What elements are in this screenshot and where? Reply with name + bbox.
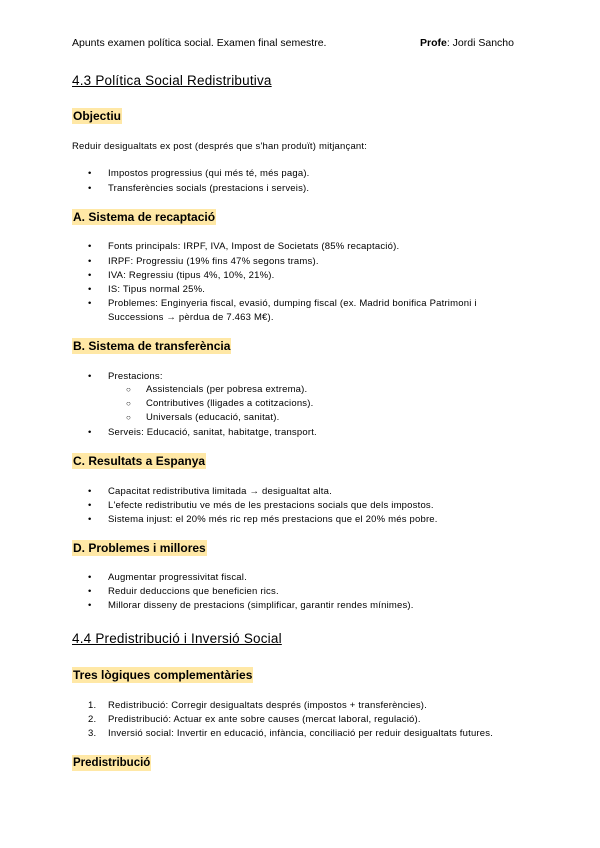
- heading-predistribucio: Predistribució: [73, 757, 151, 769]
- numbered-item: 3. Inversió social: Invertir en educació, infància, conciliació per reduir desigualtats futures.: [88, 728, 494, 739]
- list-item: • IS: Tipus normal 25%.: [88, 284, 206, 295]
- teacher-label: Profe: [420, 37, 447, 49]
- list-item: • IVA: Regressiu (tipus 4%, 10%, 21%).: [88, 270, 275, 281]
- numbered-item: 2. Predistribució: Actuar ex ante sobre causes (mercat laboral, regulació).: [88, 714, 421, 725]
- sub-list-item: ○ Assistencials (per pobresa extrema).: [126, 384, 308, 395]
- document-header-teacher: [420, 37, 514, 49]
- list-item: • Augmentar progressivitat fiscal.: [88, 572, 247, 583]
- section-title-4-3: 4.3 Política Social Redistributiva: [72, 73, 272, 88]
- list-item-continuation: Successions → pèrdua de 7.463 M€).: [108, 312, 274, 323]
- numbered-item: 1. Redistribució: Corregir desigualtats després (impostos + transferències).: [88, 700, 427, 711]
- objectiu-intro: Reduir desigualtats ex post (després que s'han produït) mitjançant:: [72, 141, 368, 152]
- list-item: • Reduir deduccions que beneficien rics.: [88, 586, 279, 597]
- heading-resultats-espanya: C. Resultats a Espanya: [73, 454, 206, 468]
- heading-tres-logiques: Tres lògiques complementàries: [73, 668, 253, 682]
- list-item: • Millorar disseny de prestacions (simplificar, garantir rendes mínimes).: [88, 600, 414, 611]
- heading-problemes-millores: D. Problemes i millores: [73, 541, 206, 555]
- heading-sistema-transferencia: B. Sistema de transferència: [73, 339, 231, 353]
- sub-list-item: ○ Universals (educació, sanitat).: [126, 412, 280, 423]
- teacher-name: : Jordi Sancho: [446, 37, 514, 49]
- list-item: • Problemes: Enginyeria fiscal, evasió, dumping fiscal (ex. Madrid bonifica Patrimoni i: [88, 298, 477, 309]
- list-item: • Serveis: Educació, sanitat, habitatge, transport.: [88, 427, 317, 438]
- document-header-title: Apunts examen política social. Examen final semestre.: [72, 37, 327, 49]
- section-title-4-4: 4.4 Predistribució i Inversió Social: [72, 631, 282, 646]
- heading-sistema-recaptacio: A. Sistema de recaptació: [73, 210, 216, 224]
- list-item: • L'efecte redistributiu ve més de les prestacions socials que dels impostos.: [88, 500, 434, 511]
- list-item: • Capacitat redistributiva limitada → desigualtat alta.: [88, 486, 332, 497]
- list-item: • Fonts principals: IRPF, IVA, Impost de Societats (85% recaptació).: [88, 241, 400, 252]
- list-item: • Impostos progressius (qui més té, més paga).: [88, 168, 310, 179]
- list-item: • Sistema injust: el 20% més ric rep més prestacions que el 20% més pobre.: [88, 514, 438, 525]
- heading-objectiu: Objectiu: [73, 109, 122, 123]
- list-item: • Transferències socials (prestacions i serveis).: [88, 183, 310, 194]
- list-item: • IRPF: Progressiu (19% fins 47% segons trams).: [88, 256, 319, 267]
- sub-list-item: ○ Contributives (lligades a cotitzacions).: [126, 398, 314, 409]
- list-item: • Prestacions:: [88, 371, 163, 382]
